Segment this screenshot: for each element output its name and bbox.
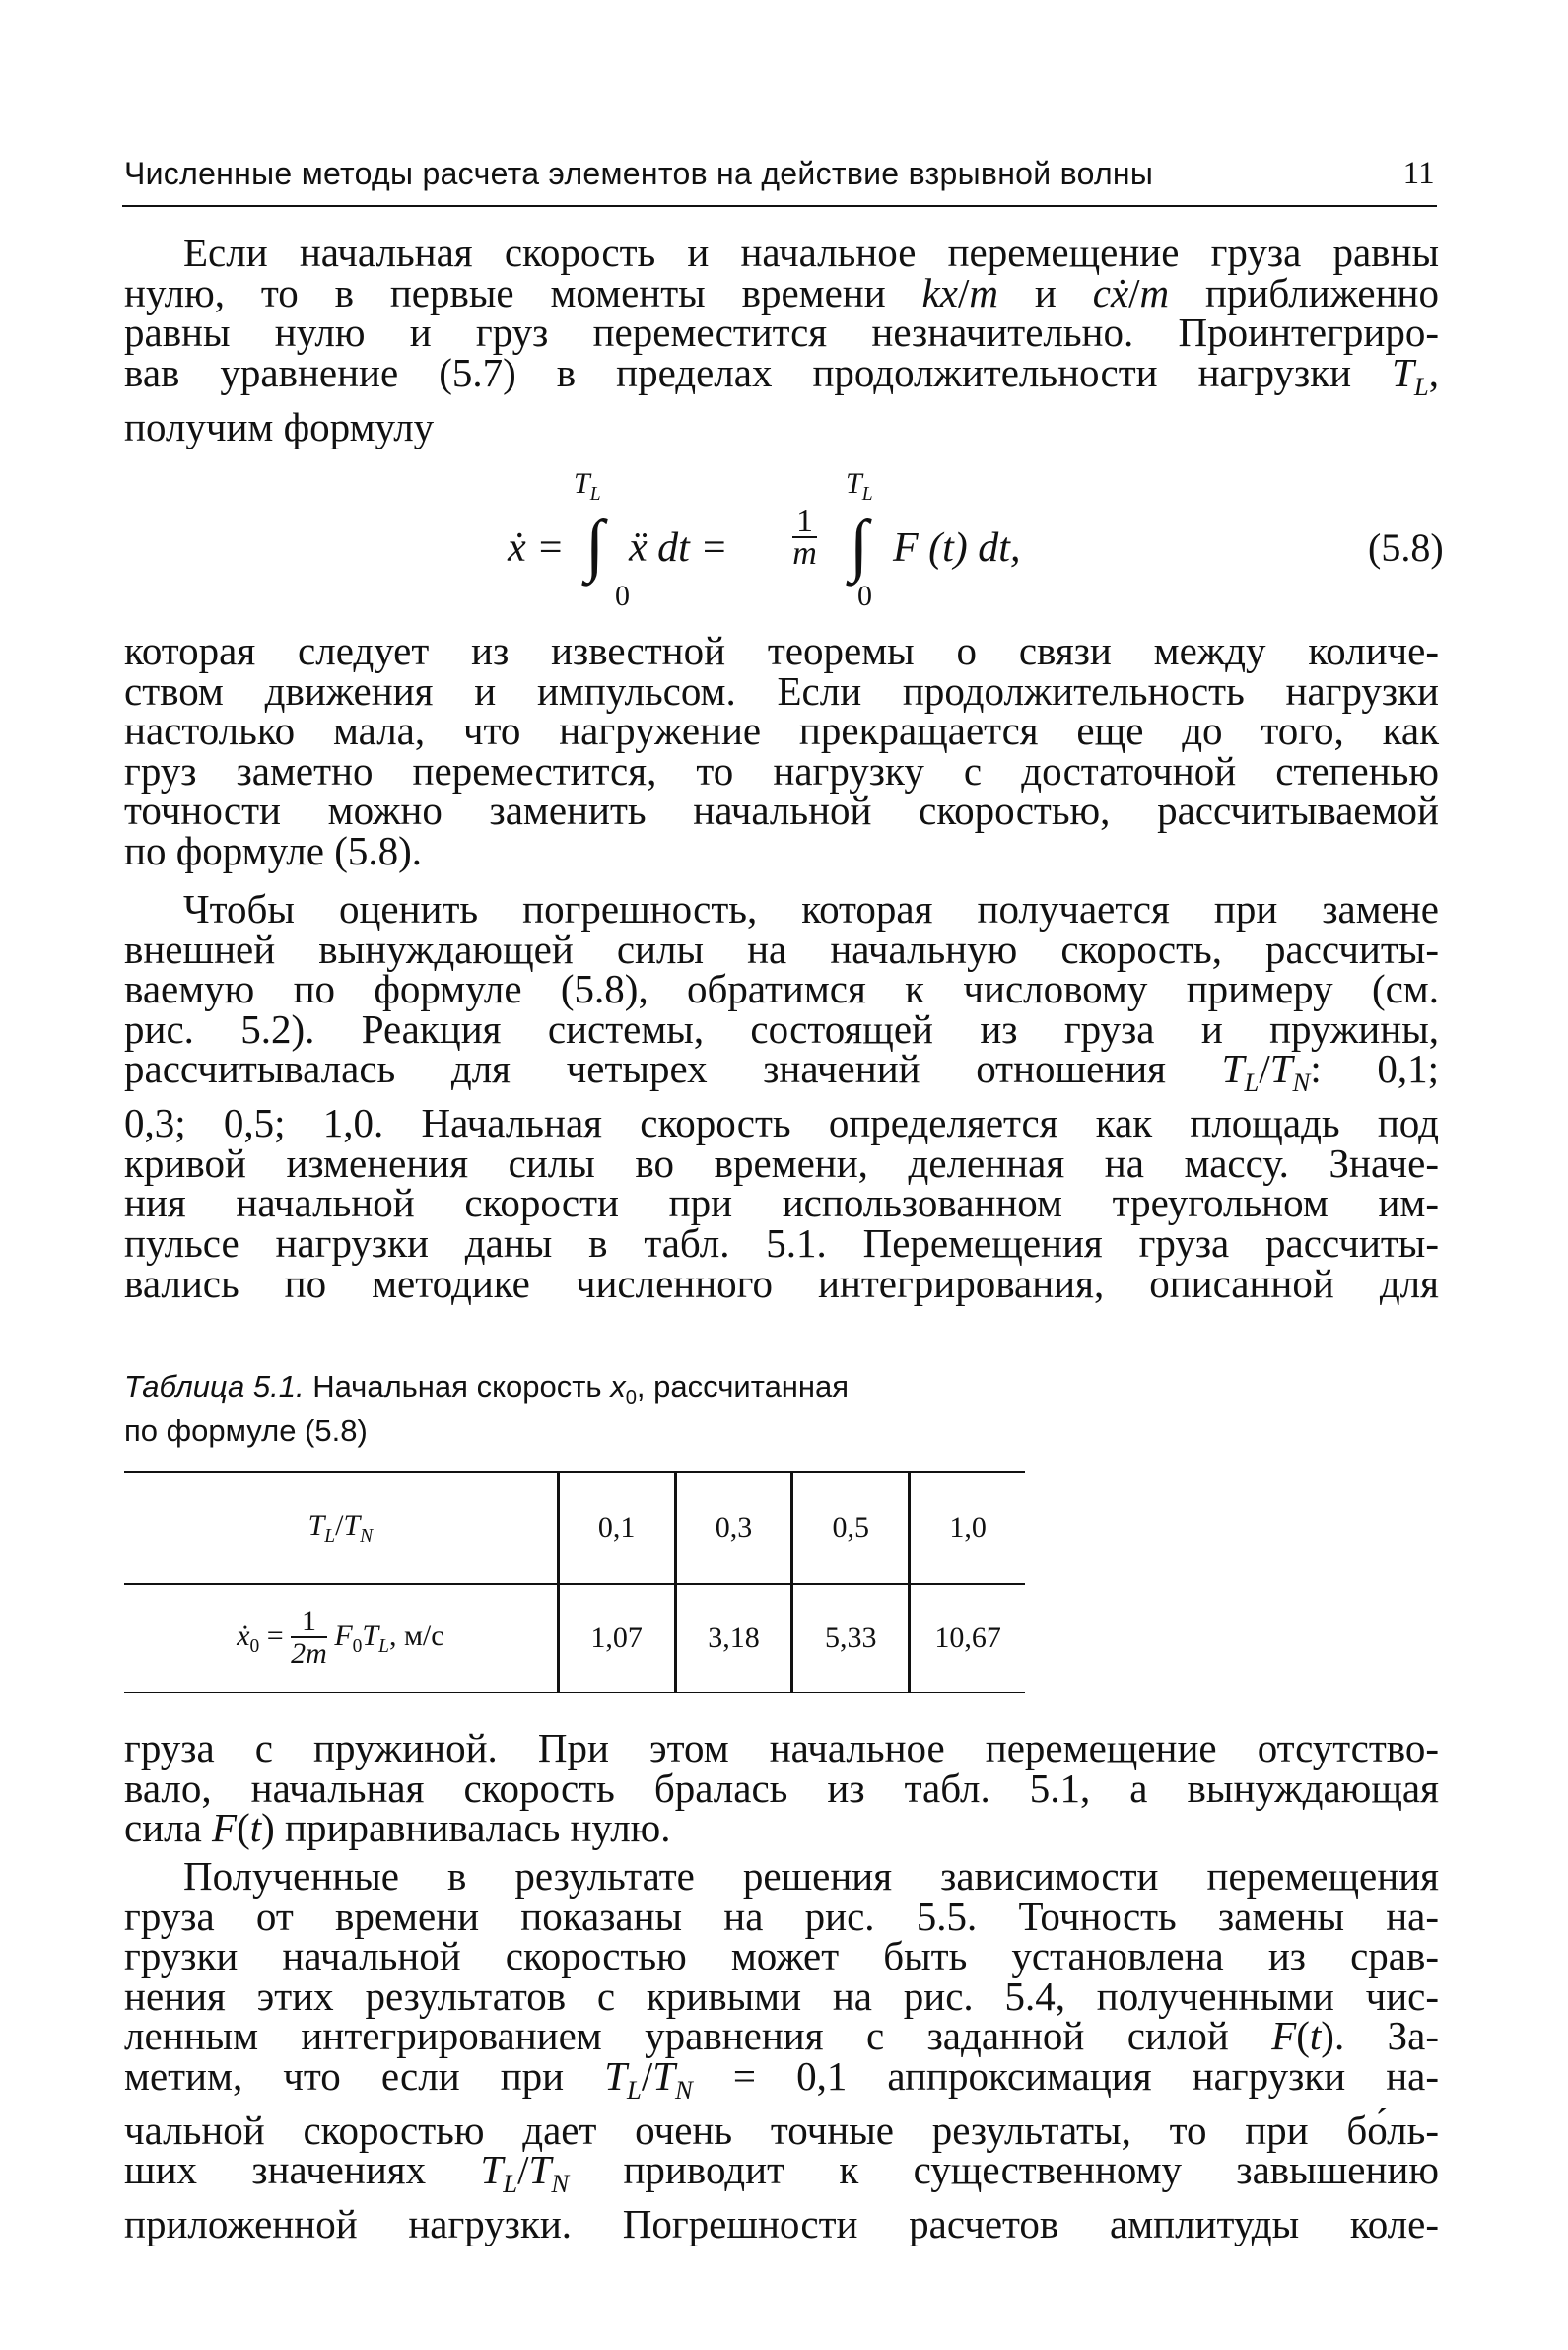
fraction-1-over-2m: $\frac{1}{2m}$: [291, 1605, 327, 1670]
formula-5-8: [0, 463, 1568, 621]
formula-integrand-2: F (t) dt,: [893, 525, 1021, 571]
text-line: рис. 5.2). Реакция системы, состоящей из груза и пружины,: [124, 1005, 1439, 1052]
equation-number: (5.8): [1368, 525, 1444, 570]
header-title: Численные методы расчета элементов на действие взрывной волны: [124, 156, 1154, 191]
text-line: настолько мала, что нагружение прекращается еще до того, как: [124, 708, 1439, 754]
text-line: внешней вынуждающей силы на начальную скорость, рассчиты-: [124, 926, 1439, 972]
text-line: вав уравнение (5.7) в пределах продолжительности нагрузки $T_L$,: [124, 349, 1439, 401]
text-line: сила F(t) приравнивалась нулю.: [124, 1805, 671, 1851]
caption-text: Начальная скорость: [312, 1369, 602, 1404]
text-line: ленным интегрированием уравнения с заданной силой F(t). За-: [124, 2013, 1439, 2059]
caption-text: , рассчитанная: [636, 1369, 850, 1404]
header-rule: [122, 205, 1437, 207]
text-fragment: ших значениях: [124, 2147, 427, 2193]
lower-limit-2: 0: [857, 580, 872, 612]
text-line: груз заметно переместится, то нагрузку с достаточной степенью: [124, 747, 1439, 794]
text-fragment: метим, что если при: [124, 2052, 565, 2099]
caption-text: по формуле (5.8): [124, 1414, 368, 1449]
integral-sign-1: ∫: [585, 508, 605, 584]
table-caption: Таблица 5.1. Начальная скорость $x_0$, рассчитанная по формуле (5.8): [124, 1369, 850, 1449]
text-line: пульсе нагрузки даны в табл. 5.1. Перемещения груза рассчиты-: [124, 1219, 1439, 1266]
text-line: приложенной нагрузки. Погрешности расчетов амплитуды коле-: [124, 2201, 1439, 2247]
caption-label: Таблица 5.1.: [124, 1369, 305, 1404]
text-line: нения этих результатов с кривыми на рис. 5.4, полученными чис-: [124, 1972, 1439, 2019]
text-fragment: 0,1;: [1377, 1046, 1439, 1092]
text-line: ших значениях $T_L/T_N$ приводит к существенному завышению: [124, 2147, 1439, 2199]
text-line: рассчитывалась для четырех значений отношения $T_L/T_N$: 0,1;: [124, 1046, 1439, 1098]
text-line: по формуле (5.8).: [124, 827, 422, 873]
text-line: получим формулу: [124, 403, 435, 449]
lower-limit-1: 0: [615, 580, 630, 612]
paragraph-2: [124, 628, 1439, 873]
text-fragment: приводит к существенному завышению: [623, 2147, 1439, 2193]
text-line: вались по методике численного интегрирования, описанной для: [124, 1260, 1439, 1306]
fraction-numerator: 1: [792, 507, 817, 538]
table-cell: 1,07: [558, 1584, 675, 1693]
text-line: ством движения и импульсом. Если продолжительность нагрузки: [124, 667, 1439, 714]
paragraph-1: [124, 230, 1439, 449]
text-fragment: рассчитывалась для четырех значений отношения: [124, 1046, 1167, 1092]
table-cell: 1,0: [910, 1472, 1025, 1584]
integral-sign-2: ∫: [850, 508, 869, 584]
text-line: кривой изменения силы во времени, деленная на массу. Значе-: [124, 1140, 1439, 1186]
text-line: которая следует из известной теоремы о связи между количе-: [124, 628, 1439, 673]
table-cell: 10,67: [910, 1584, 1025, 1693]
table-row: [124, 1472, 1025, 1584]
table-cell: 3,18: [675, 1584, 792, 1693]
text-line: вало, начальная скорость бралась из табл. 5.1, а вынуждающая: [124, 1764, 1439, 1811]
text-line: 0,3; 0,5; 1,0. Начальная скорость определяется как площадь под: [124, 1100, 1439, 1146]
table-header-velocity: ẋ$_0$ = $\frac{1}{2m}$ $F_0T_L$, м/с: [124, 1584, 558, 1693]
text-line: грузки начальной скоростью может быть установлена из срав-: [124, 1933, 1439, 1979]
text-line: Полученные в результате решения зависимости перемещения: [183, 1853, 1439, 1899]
text-line: нулю, то в первые моменты времени kx/m и cẋ/m приближенно: [124, 269, 1439, 315]
fraction-denominator: m: [792, 535, 817, 572]
text-line: ваемую по формуле (5.8), обратимся к числовому примеру (см.: [124, 966, 1439, 1012]
table-5-1: [124, 1471, 1025, 1693]
formula-integrand-1: ẍ dt =: [629, 525, 728, 571]
text-line: точности можно заменить начальной скоростью, рассчитываемой: [124, 788, 1439, 834]
page-number: 11: [1402, 156, 1435, 191]
table-cell: 0,1: [558, 1472, 675, 1584]
text-line: равны нулю и груз переместится незначительно. Проинтегриро-: [124, 310, 1439, 356]
table-row: [124, 1584, 1025, 1693]
formula-lhs: ẋ =: [508, 525, 565, 571]
unit-label: , м/с: [388, 1619, 444, 1652]
text-line: Если начальная скорость и начальное перемещение груза равны: [183, 230, 1439, 275]
upper-limit-2: $T_L$: [846, 467, 873, 505]
upper-limit-1: $T_L$: [574, 467, 601, 505]
paragraph-3: [124, 886, 1439, 1306]
text-fragment: = 0,1 аппроксимация нагрузки на-: [732, 2052, 1440, 2099]
text-line: ния начальной скорости при использованном треугольном им-: [124, 1180, 1439, 1226]
fraction-1-over-m: [792, 503, 817, 572]
paragraph-4: [124, 1725, 1439, 1851]
table-cell: 0,3: [675, 1472, 792, 1584]
table-header-ratio: $T_L/T_N$: [124, 1472, 558, 1584]
text-line: чальной скоростью дает очень точные результаты, то при бо́ль-: [124, 2107, 1439, 2153]
text-line: Чтобы оценить погрешность, которая получается при замене: [183, 886, 1439, 932]
table-cell: 0,5: [792, 1472, 910, 1584]
table-cell: 5,33: [792, 1584, 910, 1693]
paragraph-5: [124, 1853, 1440, 2247]
running-header: [124, 156, 1435, 192]
text-line: груза с пружиной. При этом начальное перемещение отсутство-: [124, 1725, 1439, 1770]
text-line: метим, что если при $T_L/T_N = 0,1$ аппроксимация нагрузки на-: [124, 2052, 1440, 2106]
text-line: груза от времени показаны на рис. 5.5. Точность замены на-: [124, 1893, 1439, 1939]
